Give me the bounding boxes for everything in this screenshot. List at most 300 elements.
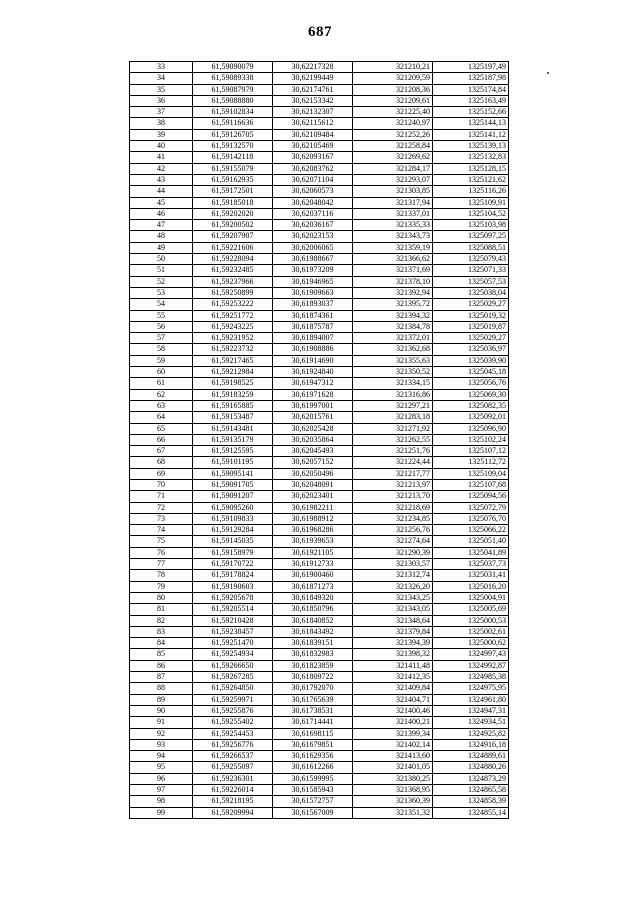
point-number-cell: 65 (130, 423, 193, 434)
latitude-cell: 61,59135179 (193, 434, 273, 445)
longitude-cell: 30,61714441 (273, 717, 353, 728)
x-coordinate-cell: 321283,18 (353, 412, 433, 423)
latitude-cell: 61,59200502 (193, 220, 273, 231)
point-number-cell: 83 (130, 626, 193, 637)
point-number-cell: 66 (130, 434, 193, 445)
point-number-cell: 46 (130, 208, 193, 219)
x-coordinate-cell: 321224,44 (353, 457, 433, 468)
latitude-cell: 61,59217465 (193, 355, 273, 366)
point-number-cell: 77 (130, 559, 193, 570)
longitude-cell: 30,61832983 (273, 649, 353, 660)
table-row (130, 581, 509, 592)
latitude-cell: 61,59183259 (193, 389, 273, 400)
x-coordinate-cell: 321234,85 (353, 513, 433, 524)
y-coordinate-cell: 1324880,26 (433, 762, 509, 773)
latitude-cell: 61,59190603 (193, 581, 273, 592)
latitude-cell: 61,59205514 (193, 604, 273, 615)
y-coordinate-cell: 1324865,58 (433, 785, 509, 796)
point-number-cell: 81 (130, 604, 193, 615)
point-number-cell: 72 (130, 502, 193, 513)
x-coordinate-cell: 321240,97 (353, 118, 433, 129)
longitude-cell: 30,62217328 (273, 62, 353, 73)
x-coordinate-cell: 321404,71 (353, 694, 433, 705)
latitude-cell: 61,59089338 (193, 73, 273, 84)
table-row (130, 367, 509, 378)
y-coordinate-cell: 1325071,33 (433, 265, 509, 276)
point-number-cell: 94 (130, 751, 193, 762)
longitude-cell: 30,61946965 (273, 276, 353, 287)
table-row (130, 174, 509, 185)
longitude-cell: 30,62109484 (273, 129, 353, 140)
table-row (130, 502, 509, 513)
latitude-cell: 61,59126705 (193, 129, 273, 140)
x-coordinate-cell: 321316,86 (353, 389, 433, 400)
table-row (130, 254, 509, 265)
point-number-cell: 92 (130, 728, 193, 739)
table-row (130, 310, 509, 321)
y-coordinate-cell: 1325152,66 (433, 107, 509, 118)
latitude-cell: 61,59095141 (193, 468, 273, 479)
y-coordinate-cell: 1325103,98 (433, 220, 509, 231)
latitude-cell: 61,59165885 (193, 400, 273, 411)
x-coordinate-cell: 321366,62 (353, 254, 433, 265)
longitude-cell: 30,62050496 (273, 468, 353, 479)
table-row (130, 152, 509, 163)
table-row (130, 355, 509, 366)
point-number-cell: 45 (130, 197, 193, 208)
table-row (130, 197, 509, 208)
table-row (130, 683, 509, 694)
x-coordinate-cell: 321335,33 (353, 220, 433, 231)
y-coordinate-cell: 1325132,83 (433, 152, 509, 163)
latitude-cell: 61,59102834 (193, 107, 273, 118)
coordinate-table (129, 61, 509, 819)
latitude-cell: 61,59202020 (193, 208, 273, 219)
x-coordinate-cell: 321401,05 (353, 762, 433, 773)
longitude-cell: 30,61765639 (273, 694, 353, 705)
longitude-cell: 30,62023401 (273, 491, 353, 502)
longitude-cell: 30,62153342 (273, 95, 353, 106)
point-number-cell: 69 (130, 468, 193, 479)
x-coordinate-cell: 321379,84 (353, 626, 433, 637)
y-coordinate-cell: 1324916,18 (433, 739, 509, 750)
x-coordinate-cell: 321209,61 (353, 95, 433, 106)
x-coordinate-cell: 321225,40 (353, 107, 433, 118)
point-number-cell: 56 (130, 321, 193, 332)
table-row (130, 728, 509, 739)
y-coordinate-cell: 1325069,30 (433, 389, 509, 400)
x-coordinate-cell: 321394,32 (353, 310, 433, 321)
point-number-cell: 34 (130, 73, 193, 84)
longitude-cell: 30,62006065 (273, 242, 353, 253)
table-row (130, 785, 509, 796)
point-number-cell: 91 (130, 717, 193, 728)
y-coordinate-cell: 1324975,95 (433, 683, 509, 694)
point-number-cell: 60 (130, 367, 193, 378)
scan-speck (547, 72, 549, 74)
latitude-cell: 61,59212984 (193, 367, 273, 378)
point-number-cell: 73 (130, 513, 193, 524)
longitude-cell: 30,61894007 (273, 333, 353, 344)
x-coordinate-cell: 321271,92 (353, 423, 433, 434)
point-number-cell: 40 (130, 141, 193, 152)
longitude-cell: 30,61849320 (273, 592, 353, 603)
longitude-cell: 30,62048091 (273, 479, 353, 490)
table-row (130, 299, 509, 310)
point-number-cell: 68 (130, 457, 193, 468)
point-number-cell: 43 (130, 174, 193, 185)
latitude-cell: 61,59091705 (193, 479, 273, 490)
longitude-cell: 30,61982211 (273, 502, 353, 513)
latitude-cell: 61,59266537 (193, 751, 273, 762)
table-row (130, 547, 509, 558)
x-coordinate-cell: 321343,25 (353, 592, 433, 603)
latitude-cell: 61,59198525 (193, 378, 273, 389)
y-coordinate-cell: 1325094,56 (433, 491, 509, 502)
point-number-cell: 98 (130, 796, 193, 807)
point-number-cell: 95 (130, 762, 193, 773)
longitude-cell: 30,61947312 (273, 378, 353, 389)
table-row (130, 400, 509, 411)
table-row (130, 694, 509, 705)
point-number-cell: 37 (130, 107, 193, 118)
longitude-cell: 30,62199449 (273, 73, 353, 84)
x-coordinate-cell: 321303,57 (353, 559, 433, 570)
table-row (130, 638, 509, 649)
table-row (130, 807, 509, 818)
table-row (130, 276, 509, 287)
y-coordinate-cell: 1324985,38 (433, 672, 509, 683)
longitude-cell: 30,61912733 (273, 559, 353, 570)
y-coordinate-cell: 1325066,22 (433, 525, 509, 536)
y-coordinate-cell: 1325197,49 (433, 62, 509, 73)
y-coordinate-cell: 1325082,35 (433, 400, 509, 411)
point-number-cell: 87 (130, 672, 193, 683)
x-coordinate-cell: 321368,95 (353, 785, 433, 796)
table-row (130, 118, 509, 129)
table-row (130, 378, 509, 389)
x-coordinate-cell: 321317,94 (353, 197, 433, 208)
point-number-cell: 85 (130, 649, 193, 660)
point-number-cell: 71 (130, 491, 193, 502)
table-row (130, 626, 509, 637)
y-coordinate-cell: 1324889,61 (433, 751, 509, 762)
table-row (130, 287, 509, 298)
point-number-cell: 67 (130, 446, 193, 457)
longitude-cell: 30,61900460 (273, 570, 353, 581)
y-coordinate-cell: 1325019,87 (433, 321, 509, 332)
y-coordinate-cell: 1324873,29 (433, 773, 509, 784)
longitude-cell: 30,62015761 (273, 412, 353, 423)
x-coordinate-cell: 321380,25 (353, 773, 433, 784)
y-coordinate-cell: 1325096,90 (433, 423, 509, 434)
latitude-cell: 61,59158979 (193, 547, 273, 558)
longitude-cell: 30,61893037 (273, 299, 353, 310)
latitude-cell: 61,59236301 (193, 773, 273, 784)
x-coordinate-cell: 321400,21 (353, 717, 433, 728)
y-coordinate-cell: 1325107,12 (433, 446, 509, 457)
table-row (130, 479, 509, 490)
table-row (130, 796, 509, 807)
latitude-cell: 61,59259971 (193, 694, 273, 705)
y-coordinate-cell: 1324934,51 (433, 717, 509, 728)
y-coordinate-cell: 1325109,04 (433, 468, 509, 479)
longitude-cell: 30,61921105 (273, 547, 353, 558)
point-number-cell: 59 (130, 355, 193, 366)
latitude-cell: 61,59172501 (193, 186, 273, 197)
longitude-cell: 30,61679851 (273, 739, 353, 750)
x-coordinate-cell: 321343,05 (353, 604, 433, 615)
y-coordinate-cell: 1325031,41 (433, 570, 509, 581)
x-coordinate-cell: 321251,76 (353, 446, 433, 457)
latitude-cell: 61,59221606 (193, 242, 273, 253)
longitude-cell: 30,62071104 (273, 174, 353, 185)
table-row (130, 434, 509, 445)
table-row (130, 107, 509, 118)
latitude-cell: 61,59254453 (193, 728, 273, 739)
y-coordinate-cell: 1325112,72 (433, 457, 509, 468)
table-row (130, 751, 509, 762)
longitude-cell: 30,61924840 (273, 367, 353, 378)
y-coordinate-cell: 1325107,68 (433, 479, 509, 490)
latitude-cell: 61,59145035 (193, 536, 273, 547)
longitude-cell: 30,62025428 (273, 423, 353, 434)
x-coordinate-cell: 321409,84 (353, 683, 433, 694)
table-row (130, 604, 509, 615)
x-coordinate-cell: 321262,55 (353, 434, 433, 445)
latitude-cell: 61,59116636 (193, 118, 273, 129)
latitude-cell: 61,59266650 (193, 660, 273, 671)
latitude-cell: 61,59142118 (193, 152, 273, 163)
y-coordinate-cell: 1325045,18 (433, 367, 509, 378)
longitude-cell: 30,61585943 (273, 785, 353, 796)
y-coordinate-cell: 1325163,49 (433, 95, 509, 106)
point-number-cell: 58 (130, 344, 193, 355)
longitude-cell: 30,61809722 (273, 672, 353, 683)
latitude-cell: 61,59090079 (193, 62, 273, 73)
table-row (130, 615, 509, 626)
latitude-cell: 61,59087979 (193, 84, 273, 95)
latitude-cell: 61,59101195 (193, 457, 273, 468)
longitude-cell: 30,61973209 (273, 265, 353, 276)
y-coordinate-cell: 1325088,51 (433, 242, 509, 253)
y-coordinate-cell: 1324961,80 (433, 694, 509, 705)
point-number-cell: 41 (130, 152, 193, 163)
point-number-cell: 84 (130, 638, 193, 649)
x-coordinate-cell: 321218,69 (353, 502, 433, 513)
latitude-cell: 61,59207907 (193, 231, 273, 242)
y-coordinate-cell: 1325005,69 (433, 604, 509, 615)
latitude-cell: 61,59250899 (193, 287, 273, 298)
longitude-cell: 30,61629356 (273, 751, 353, 762)
x-coordinate-cell: 321394,39 (353, 638, 433, 649)
y-coordinate-cell: 1324858,39 (433, 796, 509, 807)
point-number-cell: 74 (130, 525, 193, 536)
y-coordinate-cell: 1324855,14 (433, 807, 509, 818)
y-coordinate-cell: 1325029,27 (433, 333, 509, 344)
point-number-cell: 38 (130, 118, 193, 129)
y-coordinate-cell: 1325004,91 (433, 592, 509, 603)
point-number-cell: 80 (130, 592, 193, 603)
latitude-cell: 61,59232485 (193, 265, 273, 276)
latitude-cell: 61,59109833 (193, 513, 273, 524)
table-row (130, 468, 509, 479)
table-row (130, 163, 509, 174)
y-coordinate-cell: 1325104,52 (433, 208, 509, 219)
x-coordinate-cell: 321334,15 (353, 378, 433, 389)
x-coordinate-cell: 321378,10 (353, 276, 433, 287)
x-coordinate-cell: 321337,01 (353, 208, 433, 219)
x-coordinate-cell: 321360,39 (353, 796, 433, 807)
longitude-cell: 30,61599995 (273, 773, 353, 784)
y-coordinate-cell: 1325079,43 (433, 254, 509, 265)
longitude-cell: 30,61698115 (273, 728, 353, 739)
table-row (130, 525, 509, 536)
latitude-cell: 61,59170722 (193, 559, 273, 570)
point-number-cell: 48 (130, 231, 193, 242)
latitude-cell: 61,59223732 (193, 344, 273, 355)
table-row (130, 412, 509, 423)
x-coordinate-cell: 321217,77 (353, 468, 433, 479)
y-coordinate-cell: 1325039,90 (433, 355, 509, 366)
table-row (130, 73, 509, 84)
x-coordinate-cell: 321384,78 (353, 321, 433, 332)
point-number-cell: 75 (130, 536, 193, 547)
y-coordinate-cell: 1325116,26 (433, 186, 509, 197)
latitude-cell: 61,59162935 (193, 174, 273, 185)
latitude-cell: 61,59237966 (193, 276, 273, 287)
x-coordinate-cell: 321348,64 (353, 615, 433, 626)
y-coordinate-cell: 1325128,15 (433, 163, 509, 174)
y-coordinate-cell: 1325000,53 (433, 615, 509, 626)
point-number-cell: 62 (130, 389, 193, 400)
y-coordinate-cell: 1324992,87 (433, 660, 509, 671)
latitude-cell: 61,59088880 (193, 95, 273, 106)
x-coordinate-cell: 321210,21 (353, 62, 433, 73)
point-number-cell: 33 (130, 62, 193, 73)
y-coordinate-cell: 1325051,40 (433, 536, 509, 547)
y-coordinate-cell: 1325016,20 (433, 581, 509, 592)
x-coordinate-cell: 321359,19 (353, 242, 433, 253)
latitude-cell: 61,59255876 (193, 705, 273, 716)
table-row (130, 773, 509, 784)
x-coordinate-cell: 321413,60 (353, 751, 433, 762)
longitude-cell: 30,61968286 (273, 525, 353, 536)
table-row (130, 242, 509, 253)
longitude-cell: 30,61840852 (273, 615, 353, 626)
table-row (130, 208, 509, 219)
y-coordinate-cell: 1325019,32 (433, 310, 509, 321)
table-row (130, 649, 509, 660)
y-coordinate-cell: 1325139,13 (433, 141, 509, 152)
longitude-cell: 30,61988912 (273, 513, 353, 524)
longitude-cell: 30,62023153 (273, 231, 353, 242)
longitude-cell: 30,61843492 (273, 626, 353, 637)
x-coordinate-cell: 321252,26 (353, 129, 433, 140)
table-row (130, 739, 509, 750)
table-row (130, 513, 509, 524)
point-number-cell: 54 (130, 299, 193, 310)
longitude-cell: 30,61839151 (273, 638, 353, 649)
x-coordinate-cell: 321303,85 (353, 186, 433, 197)
x-coordinate-cell: 321269,62 (353, 152, 433, 163)
latitude-cell: 61,59095260 (193, 502, 273, 513)
point-number-cell: 42 (130, 163, 193, 174)
y-coordinate-cell: 1325038,04 (433, 287, 509, 298)
longitude-cell: 30,61792070 (273, 683, 353, 694)
x-coordinate-cell: 321213,70 (353, 491, 433, 502)
longitude-cell: 30,61612266 (273, 762, 353, 773)
longitude-cell: 30,62132307 (273, 107, 353, 118)
longitude-cell: 30,62115612 (273, 118, 353, 129)
latitude-cell: 61,59132570 (193, 141, 273, 152)
longitude-cell: 30,61823859 (273, 660, 353, 671)
x-coordinate-cell: 321411,48 (353, 660, 433, 671)
point-number-cell: 57 (130, 333, 193, 344)
longitude-cell: 30,62174761 (273, 84, 353, 95)
longitude-cell: 30,61874361 (273, 310, 353, 321)
point-number-cell: 39 (130, 129, 193, 140)
table-row (130, 762, 509, 773)
x-coordinate-cell: 321400,46 (353, 705, 433, 716)
y-coordinate-cell: 1325187,98 (433, 73, 509, 84)
latitude-cell: 61,59129284 (193, 525, 273, 536)
table-row (130, 84, 509, 95)
table-row (130, 717, 509, 728)
point-number-cell: 89 (130, 694, 193, 705)
latitude-cell: 61,59254934 (193, 649, 273, 660)
y-coordinate-cell: 1325041,89 (433, 547, 509, 558)
point-number-cell: 93 (130, 739, 193, 750)
x-coordinate-cell: 321412,35 (353, 672, 433, 683)
latitude-cell: 61,59125595 (193, 446, 273, 457)
x-coordinate-cell: 321351,32 (353, 807, 433, 818)
point-number-cell: 55 (130, 310, 193, 321)
point-number-cell: 88 (130, 683, 193, 694)
point-number-cell: 90 (130, 705, 193, 716)
longitude-cell: 30,61939653 (273, 536, 353, 547)
x-coordinate-cell: 321395,72 (353, 299, 433, 310)
table-row (130, 220, 509, 231)
y-coordinate-cell: 1325076,70 (433, 513, 509, 524)
x-coordinate-cell: 321355,63 (353, 355, 433, 366)
latitude-cell: 61,59256776 (193, 739, 273, 750)
latitude-cell: 61,59155079 (193, 163, 273, 174)
x-coordinate-cell: 321274,64 (353, 536, 433, 547)
y-coordinate-cell: 1325144,13 (433, 118, 509, 129)
y-coordinate-cell: 1325097,25 (433, 231, 509, 242)
point-number-cell: 35 (130, 84, 193, 95)
longitude-cell: 30,62093167 (273, 152, 353, 163)
x-coordinate-cell: 321402,14 (353, 739, 433, 750)
table-row (130, 672, 509, 683)
latitude-cell: 61,59178824 (193, 570, 273, 581)
x-coordinate-cell: 321398,32 (353, 649, 433, 660)
latitude-cell: 61,59143481 (193, 423, 273, 434)
longitude-cell: 30,61988667 (273, 254, 353, 265)
latitude-cell: 61,59264850 (193, 683, 273, 694)
y-coordinate-cell: 1325029,27 (433, 299, 509, 310)
point-number-cell: 44 (130, 186, 193, 197)
table-row (130, 62, 509, 73)
x-coordinate-cell: 321290,39 (353, 547, 433, 558)
table-row (130, 423, 509, 434)
x-coordinate-cell: 321371,69 (353, 265, 433, 276)
x-coordinate-cell: 321362,68 (353, 344, 433, 355)
latitude-cell: 61,59243225 (193, 321, 273, 332)
latitude-cell: 61,59210428 (193, 615, 273, 626)
latitude-cell: 61,59255097 (193, 762, 273, 773)
